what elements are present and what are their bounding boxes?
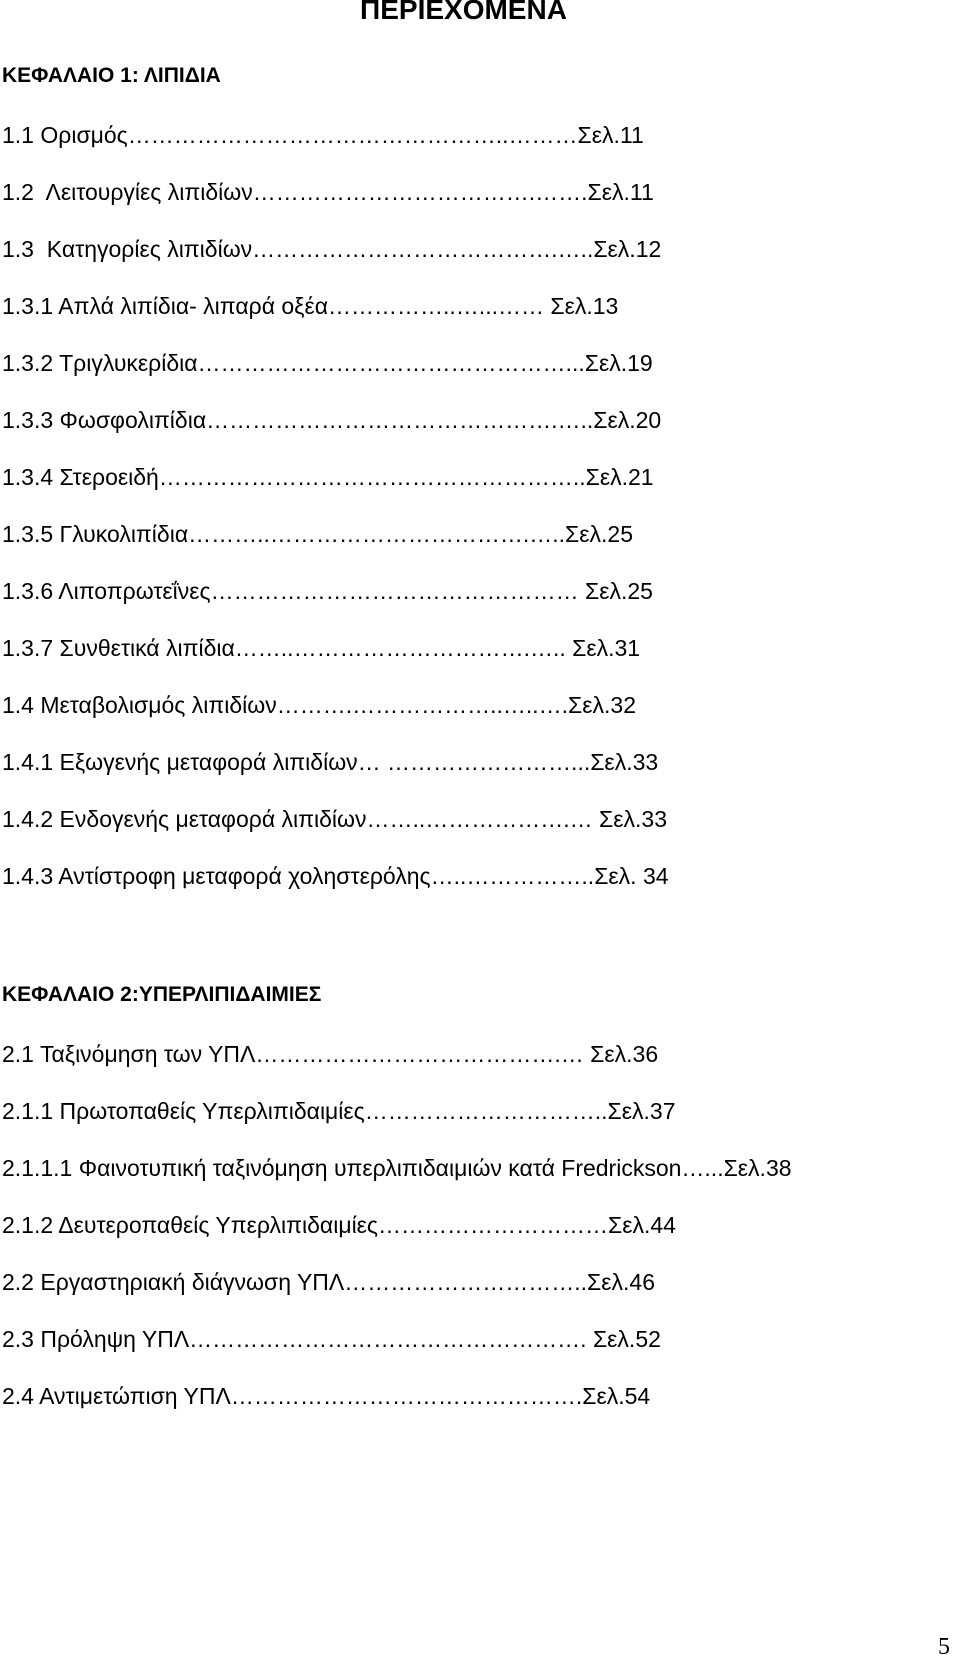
toc-entry[interactable]: 1.3.6 Λιποπρωτεΐνες………………………………………… Σελ.25 [2, 578, 653, 604]
toc-entry[interactable]: 1.3.2 Τριγλυκερίδια…………………………………………...Σελ.19 [2, 350, 653, 376]
toc-entry[interactable]: 1.3.5 Γλυκολιπίδια………..…………………………….…..Σελ.25 [2, 521, 634, 547]
toc-entry[interactable]: 1.3 Κατηγορίες λιπιδίων………………………………….…..Σελ.12 [2, 236, 662, 262]
toc-entry[interactable]: 2.1.1 Πρωτοπαθείς Υπερλιπιδαιμίες…………………………..Σελ.37 [2, 1098, 676, 1124]
toc-entry[interactable]: 1.3.7 Συνθετικά λιπίδια……..………………………….….. Σελ.31 [2, 635, 641, 661]
toc-entry[interactable]: 1.3.1 Απλά λιπίδια- λιπαρά οξέα……………..…...…… Σελ.13 [2, 293, 619, 319]
toc-entry[interactable]: 2.3 Πρόληψη ΥΠΛ……………………………………………. Σελ.52 [2, 1326, 661, 1352]
toc-entry[interactable]: 1.2 Λειτουργίες λιπιδίων……………………………….…….Σελ.11 [2, 179, 654, 205]
toc-entry[interactable]: 1.4.3 Αντίστροφη μεταφορά χοληστερόλης…..……………..Σελ. 34 [2, 863, 669, 889]
toc-entry[interactable]: 2.4 Αντιμετώπιση ΥΠΛ……………………………………….Σελ.54 [2, 1383, 651, 1409]
toc-entry[interactable]: 1.3.3 Φωσφολιπίδια……………………………………….…..Σελ.20 [2, 407, 662, 433]
toc-entry[interactable]: 2.1 Ταξινόμηση των ΥΠΛ………………………………….… Σελ.36 [2, 1041, 659, 1067]
page-title: ΠΕΡΙΕΧΟΜΕΝΑ [360, 0, 567, 25]
toc-entry[interactable]: 1.4 Μεταβολισμός λιπιδίων……….………………..…..….Σελ.32 [2, 692, 636, 718]
toc-entry[interactable]: 1.4.2 Ενδογενής μεταφορά λιπιδίων……..……………….… Σελ.33 [2, 806, 668, 832]
toc-entry[interactable]: 1.3.4 Στεροειδή………………………………………………..Σελ.21 [2, 464, 654, 490]
toc-entry[interactable]: 1.1 Ορισμός…………………………………………..………Σελ.11 [2, 122, 644, 148]
toc-entry[interactable]: 2.2 Εργαστηριακή διάγνωση ΥΠΛ…………………………..Σελ.46 [2, 1269, 655, 1295]
toc-entry[interactable]: 2.1.2 Δευτεροπαθείς Υπερλιπιδαιμίες…………………………Σελ.44 [2, 1212, 676, 1238]
page-number: 5 [938, 1634, 950, 1660]
toc-entry[interactable]: 2.1.1.1 Φαινοτυπική ταξινόμηση υπερλιπιδαιμιών κατά Fredrickson…...Σελ.38 [2, 1155, 792, 1181]
toc-entry[interactable]: 1.4.1 Εξωγενής μεταφορά λιπιδίων… ……………………...Σελ.33 [2, 749, 659, 775]
chapter-1-heading: ΚΕΦΑΛΑΙΟ 1: ΛΙΠΙΔΙΑ [2, 64, 221, 87]
chapter-2-heading: ΚΕΦΑΛΑΙΟ 2:ΥΠΕΡΛΙΠΙΔΑΙΜΙΕΣ [2, 983, 322, 1006]
